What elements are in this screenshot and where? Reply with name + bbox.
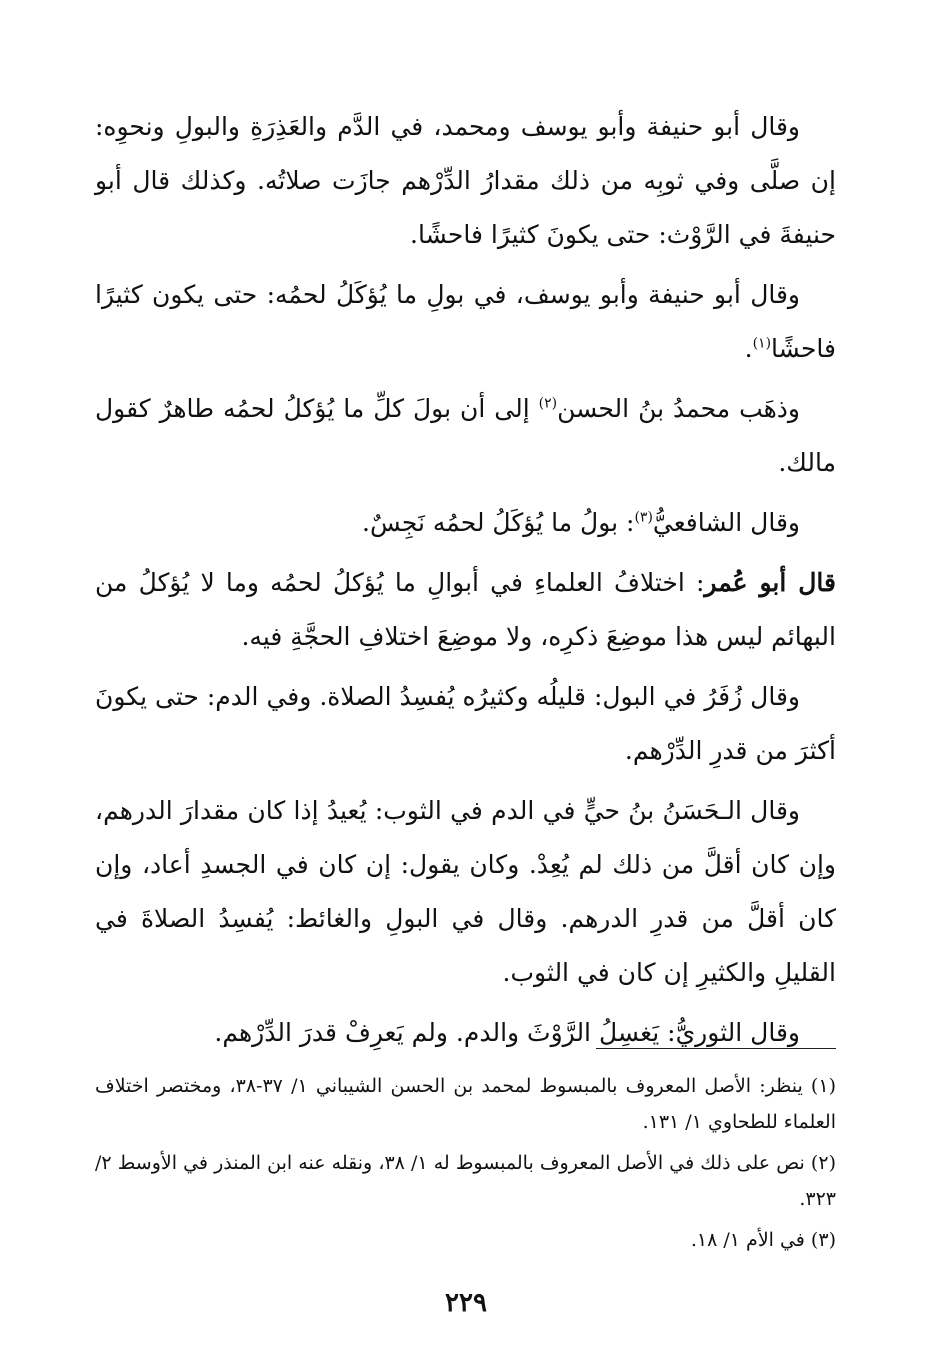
footnotes: [95, 1068, 836, 1263]
paragraph-4: [95, 496, 836, 550]
page-number: ٢٢٩: [445, 1288, 487, 1318]
footnote-ref[interactable]: (٢): [538, 395, 558, 412]
paragraph-text: وقال أبو حنيفة وأبو يوسف، في بولِ ما يُؤكَلُ لحمُه: حتى يكون كثيرًا فاحشًا: [95, 280, 836, 363]
paragraph-text: وقال الـحَسَنُ بنُ حيٍّ في الدم في الثوب: يُعيدُ إذا كان مقدارَ الدرهم، وإن كان أقلَّ من ذلك لم يُعِدْ. وكان يقول: إن كان في الجسدِ أعاد، وإن كان أقلَّ من قدرِ الدرهم. وقال في البولِ والغائط: يُفسِدُ الصلاةَ في القليلِ والكثيرِ إن كان في الثوب.: [95, 796, 836, 987]
paragraph-3: [95, 382, 836, 490]
footnote-ref[interactable]: (١): [752, 335, 772, 352]
paragraph-5: [95, 556, 836, 664]
paragraph-lead: قال أبو عُمر: [704, 568, 836, 597]
footnote-ref[interactable]: (٣): [634, 509, 653, 526]
paragraph-text: : اختلافُ العلماءِ في أبوالِ ما يُؤكلُ لحمُه وما لا يُؤكلُ من البهائم ليس هذا موضِعَ ذكرِه، ولا موضِعَ اختلافِ الحجَّةِ فيه.: [95, 568, 836, 651]
paragraph-tail: : بولُ ما يُؤكَلُ لحمُه نَجِسٌ.: [362, 508, 635, 537]
paragraph-6: [95, 670, 836, 778]
paragraph-1: [95, 100, 836, 262]
main-text: [95, 100, 836, 1066]
footnote-2: (٢) نص على ذلك في الأصل المعروف بالمبسوط له ١/ ٣٨، ونقله عنه ابن المنذر في الأوسط ٢/ ٣٢٣.: [95, 1152, 836, 1210]
paragraph-text: وقال الشافعيُّ: [652, 508, 800, 537]
footnote-3: (٣) في الأم ١/ ١٨.: [690, 1229, 836, 1251]
paragraph-text: وقال زُفَرُ في البول: قليلُه وكثيرُه يُفسِدُ الصلاة. وفي الدم: حتى يكونَ أكثرَ من قدرِ الدِّرْهم.: [95, 682, 836, 765]
paragraph-text: وقال أبو حنيفة وأبو يوسف ومحمد، في الدَّم والعَذِرَةِ والبولِ ونحوِه: إن صلَّى وفي ثوبِه من ذلك مقدارُ الدِّرْهم جازَت صلاتُه. وكذلك قال أبو حنيفةَ في الرَّوْث: حتى يكونَ كثيرًا فاحشًا.: [95, 112, 836, 249]
footnote-separator: [596, 1048, 836, 1049]
paragraph-7: [95, 784, 836, 1000]
paragraph-2: [95, 268, 836, 376]
footnote-1: (١) ينظر: الأصل المعروف بالمبسوط لمحمد بن الحسن الشيباني ١/ ٣٧-٣٨، ومختصر اختلاف العلماء للطحاوي ١/ ١٣١.: [95, 1075, 836, 1133]
paragraph-tail: إلى أن بولَ كلِّ ما يُؤكلُ لحمُه طاهرٌ كقول مالك.: [95, 394, 836, 477]
paragraph-tail: .: [744, 334, 753, 363]
paragraph-text: وذهَب محمدُ بنُ الحسن: [557, 394, 801, 423]
paragraph-8: [95, 1006, 836, 1060]
paragraph-text: وقال الثوريُّ: يَغسِلُ الرَّوْثَ والدم. ولم يَعرِفْ قدرَ الدِّرْهم.: [214, 1018, 800, 1047]
